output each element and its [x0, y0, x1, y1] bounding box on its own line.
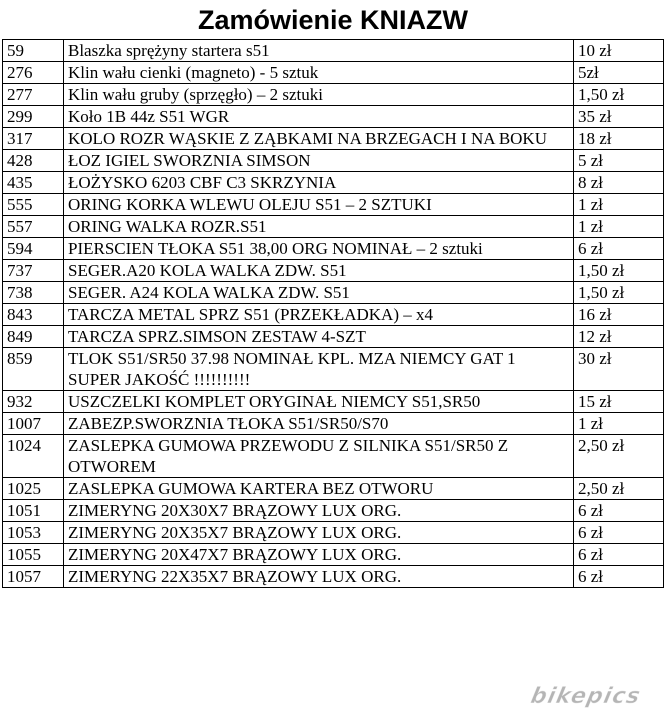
table-row: [3, 106, 664, 128]
order-table: [2, 39, 664, 588]
item-price-cell: 2,50 zł: [574, 478, 664, 500]
item-price-cell: 1,50 zł: [574, 260, 664, 282]
item-code-cell: 1007: [3, 413, 64, 435]
item-name-cell: SEGER.A20 KOLA WALKA ZDW. S51: [64, 260, 574, 282]
item-name-cell: Koło 1B 44z S51 WGR: [64, 106, 574, 128]
watermark-logo: bikepics: [527, 684, 643, 709]
item-name-cell: SEGER. A24 KOLA WALKA ZDW. S51: [64, 282, 574, 304]
item-code-cell: 555: [3, 194, 64, 216]
item-name-cell: Klin wału gruby (sprzęgło) – 2 sztuki: [64, 84, 574, 106]
item-code-cell: 435: [3, 172, 64, 194]
item-name-cell: ZIMERYNG 20X30X7 BRĄZOWY LUX ORG.: [64, 500, 574, 522]
item-price-cell: 6 zł: [574, 238, 664, 260]
item-name-cell: PIERSCIEN TŁOKA S51 38,00 ORG NOMINAŁ – 2 sztuki: [64, 238, 574, 260]
table-row: [3, 84, 664, 106]
table-row: [3, 500, 664, 522]
item-price-cell: 6 zł: [574, 522, 664, 544]
item-name-cell: TLOK S51/SR50 37.98 NOMINAŁ KPL. MZA NIEMCY GAT 1 SUPER JAKOŚĆ !!!!!!!!!!: [64, 348, 574, 391]
item-code-cell: 59: [3, 40, 64, 62]
item-price-cell: 35 zł: [574, 106, 664, 128]
item-price-cell: 1 zł: [574, 413, 664, 435]
table-row: [3, 478, 664, 500]
document-title: Zamówienie KNIAZW: [197, 5, 468, 35]
table-row: [3, 260, 664, 282]
item-code-cell: 738: [3, 282, 64, 304]
item-code-cell: 849: [3, 326, 64, 348]
order-table-body: [3, 40, 664, 588]
item-price-cell: 30 zł: [574, 348, 664, 391]
item-price-cell: 1,50 zł: [574, 84, 664, 106]
item-code-cell: 737: [3, 260, 64, 282]
item-price-cell: 6 zł: [574, 544, 664, 566]
item-name-cell: Blaszka sprężyny startera s51: [64, 40, 574, 62]
table-row: [3, 413, 664, 435]
item-price-cell: 16 zł: [574, 304, 664, 326]
item-price-cell: 12 zł: [574, 326, 664, 348]
item-price-cell: 8 zł: [574, 172, 664, 194]
item-name-cell: Klin wału cienki (magneto) - 5 sztuk: [64, 62, 574, 84]
item-name-cell: ZASLEPKA GUMOWA PRZEWODU Z SILNIKA S51/SR50 Z OTWOREM: [64, 435, 574, 478]
item-code-cell: 859: [3, 348, 64, 391]
table-row: [3, 304, 664, 326]
table-row: [3, 435, 664, 478]
item-name-cell: ORING WALKA ROZR.S51: [64, 216, 574, 238]
item-price-cell: 1 zł: [574, 194, 664, 216]
item-name-cell: ZIMERYNG 22X35X7 BRĄZOWY LUX ORG.: [64, 566, 574, 588]
item-code-cell: 843: [3, 304, 64, 326]
item-code-cell: 428: [3, 150, 64, 172]
item-name-cell: USZCZELKI KOMPLET ORYGINAŁ NIEMCY S51,SR50: [64, 391, 574, 413]
item-code-cell: 299: [3, 106, 64, 128]
table-row: [3, 40, 664, 62]
item-code-cell: 277: [3, 84, 64, 106]
table-row: [3, 544, 664, 566]
item-price-cell: 2,50 zł: [574, 435, 664, 478]
item-code-cell: 1025: [3, 478, 64, 500]
item-price-cell: 18 zł: [574, 128, 664, 150]
item-code-cell: 1024: [3, 435, 64, 478]
item-code-cell: 932: [3, 391, 64, 413]
item-name-cell: ORING KORKA WLEWU OLEJU S51 – 2 SZTUKI: [64, 194, 574, 216]
item-code-cell: 276: [3, 62, 64, 84]
item-price-cell: 10 zł: [574, 40, 664, 62]
table-row: [3, 566, 664, 588]
item-name-cell: TARCZA METAL SPRZ S51 (PRZEKŁADKA) – x4: [64, 304, 574, 326]
item-price-cell: 15 zł: [574, 391, 664, 413]
table-row: [3, 522, 664, 544]
item-price-cell: 6 zł: [574, 566, 664, 588]
item-name-cell: KOLO ROZR WĄSKIE Z ZĄBKAMI NA BRZEGACH I NA BOKU: [64, 128, 574, 150]
item-name-cell: ŁOZ IGIEL SWORZNIA SIMSON: [64, 150, 574, 172]
item-code-cell: 1051: [3, 500, 64, 522]
item-code-cell: 557: [3, 216, 64, 238]
table-row: [3, 62, 664, 84]
table-row: [3, 172, 664, 194]
item-price-cell: 5zł: [574, 62, 664, 84]
item-code-cell: 1053: [3, 522, 64, 544]
item-price-cell: 1,50 zł: [574, 282, 664, 304]
item-price-cell: 1 zł: [574, 216, 664, 238]
item-code-cell: 317: [3, 128, 64, 150]
item-name-cell: ZIMERYNG 20X47X7 BRĄZOWY LUX ORG.: [64, 544, 574, 566]
table-row: [3, 348, 664, 391]
table-row: [3, 150, 664, 172]
item-price-cell: 6 zł: [574, 500, 664, 522]
table-row: [3, 238, 664, 260]
table-row: [3, 282, 664, 304]
item-name-cell: ZIMERYNG 20X35X7 BRĄZOWY LUX ORG.: [64, 522, 574, 544]
table-row: [3, 216, 664, 238]
item-name-cell: ZASLEPKA GUMOWA KARTERA BEZ OTWORU: [64, 478, 574, 500]
item-name-cell: ZABEZP.SWORZNIA TŁOKA S51/SR50/S70: [64, 413, 574, 435]
table-row: [3, 326, 664, 348]
item-code-cell: 594: [3, 238, 64, 260]
item-code-cell: 1057: [3, 566, 64, 588]
item-code-cell: 1055: [3, 544, 64, 566]
item-name-cell: TARCZA SPRZ.SIMSON ZESTAW 4-SZT: [64, 326, 574, 348]
table-row: [3, 391, 664, 413]
table-row: [3, 194, 664, 216]
table-row: [3, 128, 664, 150]
item-price-cell: 5 zł: [574, 150, 664, 172]
item-name-cell: ŁOŻYSKO 6203 CBF C3 SKRZYNIA: [64, 172, 574, 194]
